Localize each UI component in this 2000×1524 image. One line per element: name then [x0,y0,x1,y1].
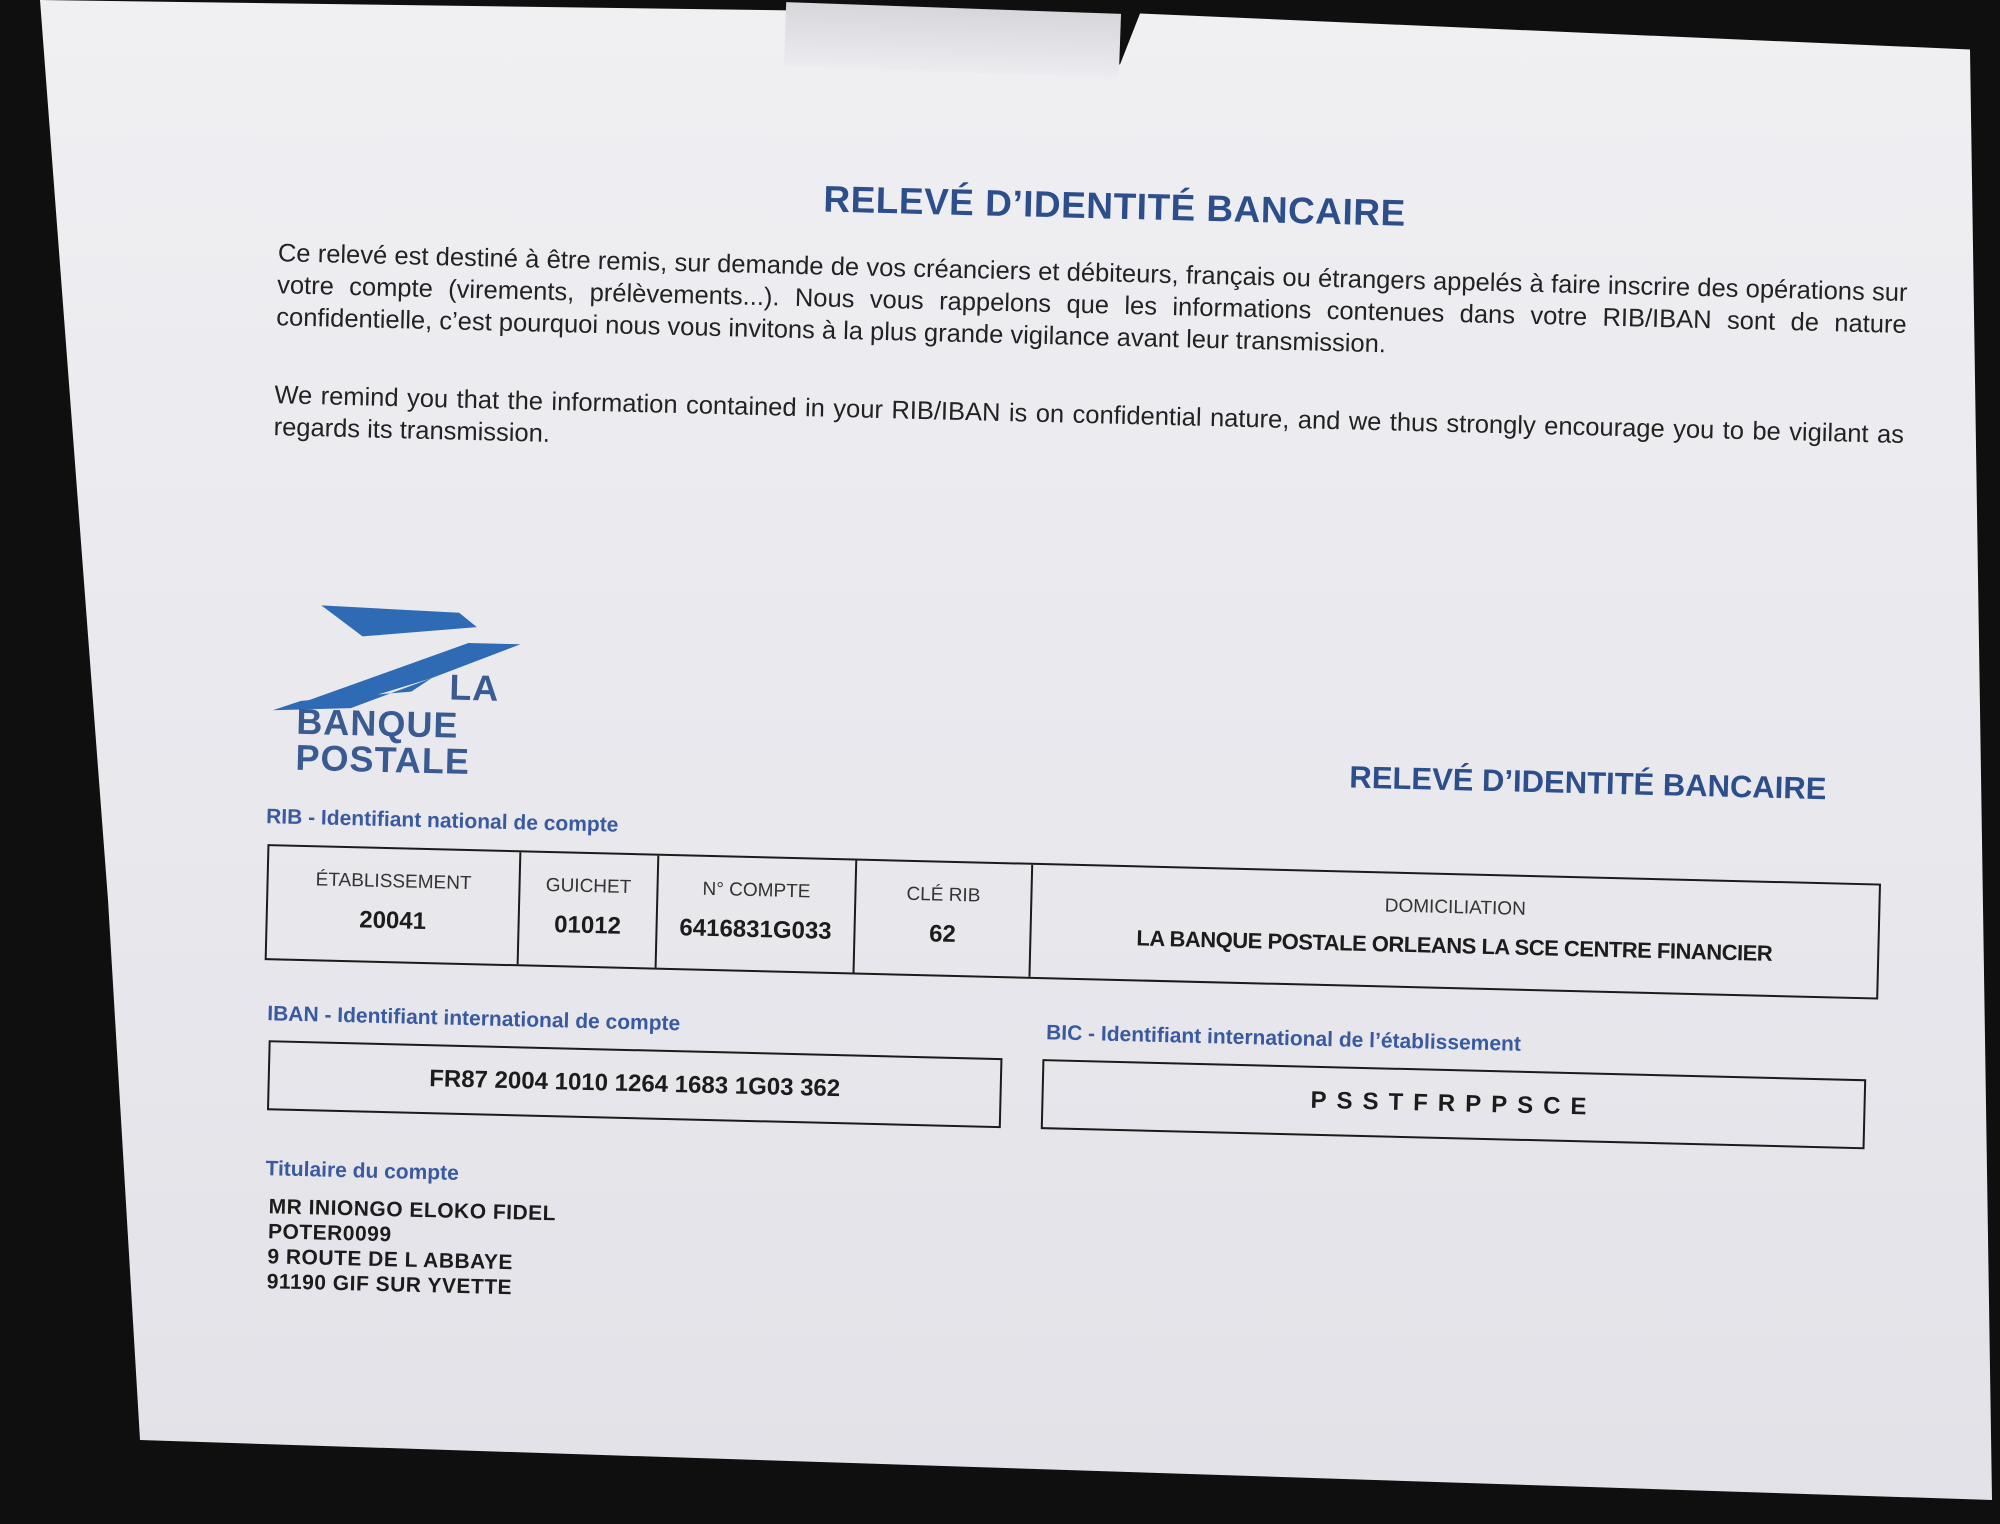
bic-label: BIC - Identifiant international de l’établissement [1045,1021,1522,1056]
rib-cell-guichet [519,852,660,967]
holder-line: POTER0099 [267,1220,392,1247]
holder-label: Titulaire du compte [265,1157,460,1185]
rib-cell-cle [855,861,1034,977]
holder-line: 91190 GIF SUR YVETTE [266,1270,513,1300]
rib-value: LA BANQUE POSTALE ORLEANS LA SCE CENTRE FINANCIER [1136,925,1773,966]
rib-table [265,844,1881,999]
holder-line: MR INIONGO ELOKO FIDEL [268,1195,557,1226]
rib-header: N° COMPTE [702,878,811,903]
rib-cell-etablissement [267,846,522,964]
iban-label: IBAN - Identifiant international de compte [267,1002,681,1036]
logo-text-la: LA [448,666,500,709]
rib-cell-domiciliation [1030,865,1878,998]
rib-header: ÉTABLISSEMENT [315,869,472,895]
paragraph-french: Ce relevé est destiné à être remis, sur demande de vos créanciers et débiteurs, français ou étrangers appelés à faire inscrire des opérations sur votre compte (virements, prélèvements...). Nous vous rappelons que les informations contenues dans votre RIB/IBAN sont de nature confidentielle, c’est pourquoi nous vous invitons à la plus grande vigilance avant leur transmission. [276,239,1908,359]
logo-text-banque: BANQUE [295,700,459,746]
logo-text-postale: POSTALE [295,736,471,783]
bic-value-box: PSSTFRPPSCE [1041,1059,1866,1149]
rib-value: 01012 [553,911,622,940]
section-title: RELEVÉ D’IDENTITÉ BANCAIRE [1349,759,1827,807]
rib-cell-compte [657,856,858,973]
rib-value: 6416831G033 [679,914,832,945]
paragraph-english: We remind you that the information contained in your RIB/IBAN is on confidential nature, and we thus strongly encourage you to be vigilant as regards its transmission. [273,381,1905,449]
holder-address [266,1194,556,1301]
la-banque-postale-logo [259,590,533,783]
rib-value: 20041 [358,906,427,936]
document-title: RELEVÉ D’IDENTITÉ BANCAIRE [822,178,1407,234]
rib-header: CLÉ RIB [906,883,981,907]
holder-line: 9 ROUTE DE L ABBAYE [267,1245,514,1275]
rib-label: RIB - Identifiant national de compte [265,805,619,837]
rib-header: DOMICILIATION [1384,895,1527,920]
rib-header: GUICHET [545,874,632,899]
iban-value-box: FR87 2004 1010 1264 1683 1G03 362 [267,1040,1002,1128]
rib-value: 62 [928,920,957,948]
